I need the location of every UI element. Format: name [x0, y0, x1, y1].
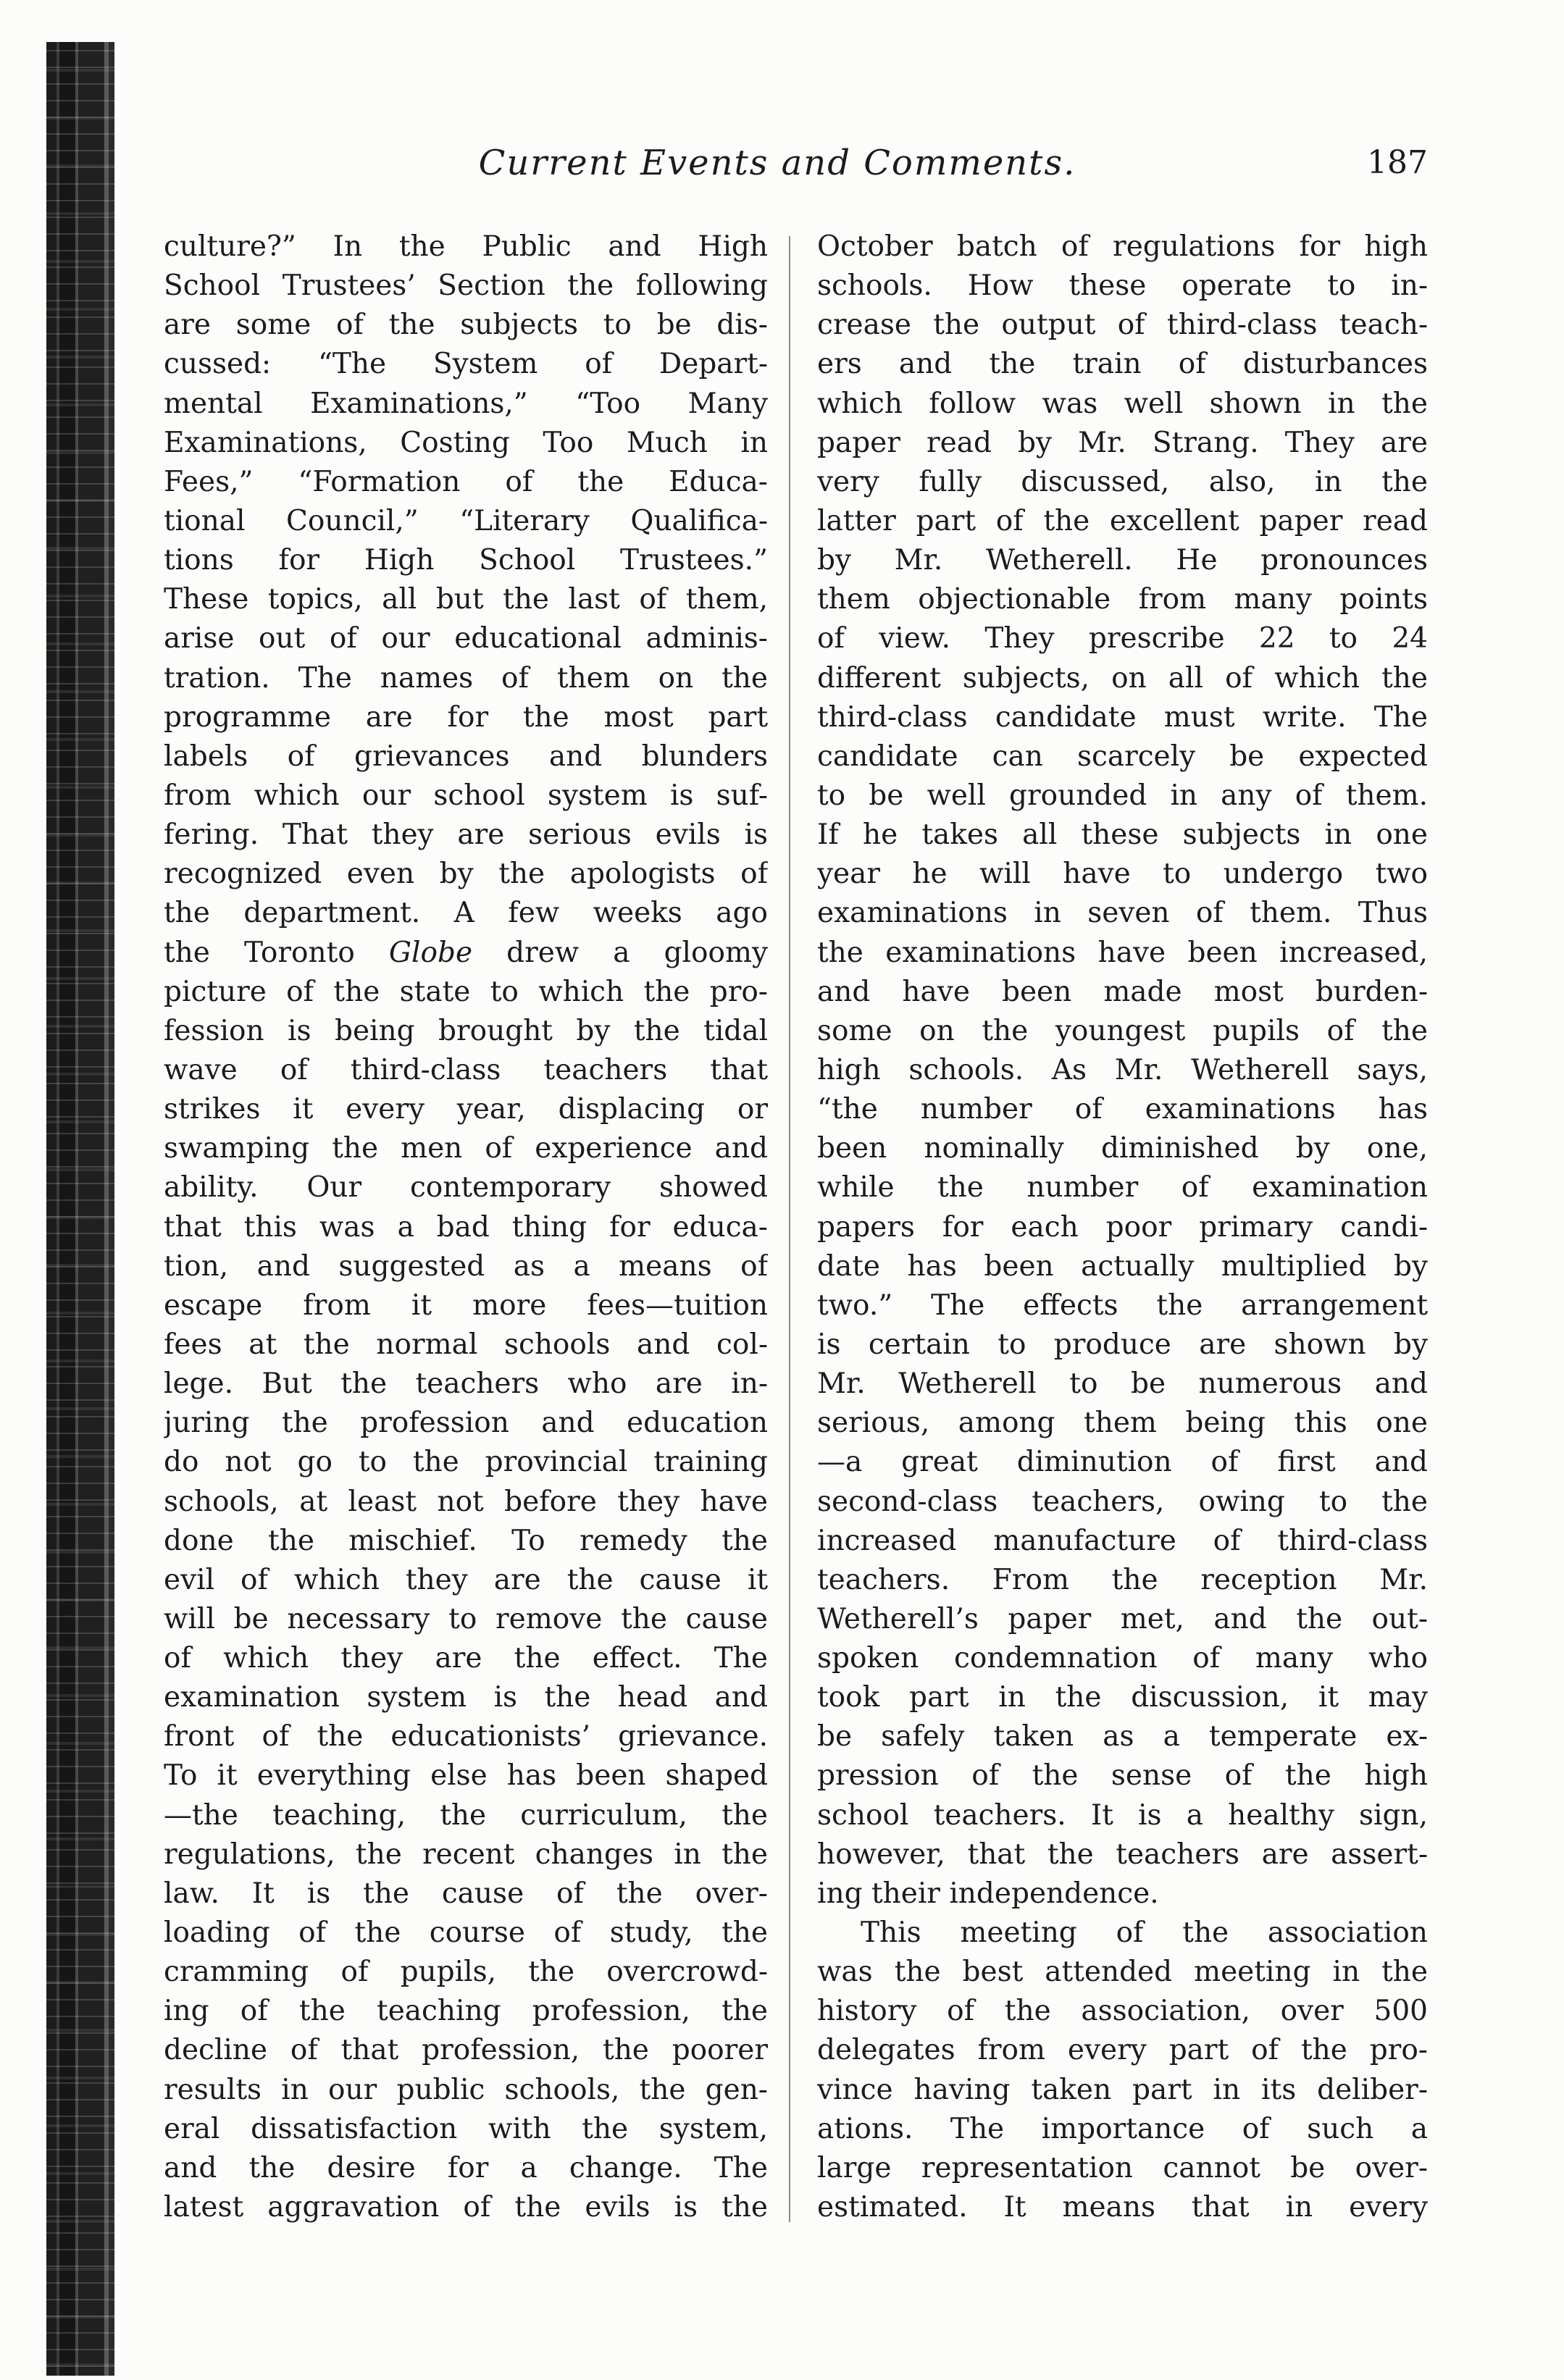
- text-line: Wetherell’s paper met, and the out-: [817, 1602, 1428, 1635]
- text-line: the department. A few weeks ago: [164, 897, 768, 930]
- text-line: took part in the discussion, it may: [817, 1681, 1428, 1714]
- text-line: To it everything else has been shaped: [164, 1759, 768, 1793]
- text-line: culture?” In the Public and High: [164, 230, 768, 263]
- text-line: will be necessary to remove the cause: [164, 1602, 768, 1635]
- text-line: very fully discussed, also, in the: [817, 465, 1428, 498]
- text-line: tration. The names of them on the: [164, 661, 768, 695]
- text-line: of view. They prescribe 22 to 24: [817, 622, 1428, 655]
- text-line: escape from it more fees—tuition: [164, 1289, 768, 1322]
- text-line: however, that the teachers are assert-: [817, 1838, 1428, 1871]
- text-line: latest aggravation of the evils is the: [164, 2191, 768, 2224]
- text-line: strikes it every year, displacing or: [164, 1093, 768, 1126]
- left-column: [164, 227, 768, 2227]
- text-line: labels of grievances and blunders: [164, 739, 768, 773]
- text-line: from which our school system is suf-: [164, 779, 768, 812]
- text-line: third-class candidate must write. The: [817, 700, 1428, 734]
- text-line: examinations in seven of them. Thus: [817, 897, 1428, 930]
- text-line: and the desire for a change. The: [164, 2151, 768, 2184]
- text-line: that this was a bad thing for educa-: [164, 1210, 768, 1244]
- text-line: which follow was well shown in the: [817, 387, 1428, 420]
- text-line: vince having taken part in its deliber-: [817, 2073, 1428, 2106]
- text-line: school teachers. It is a healthy sign,: [817, 1798, 1428, 1832]
- text-line: picture of the state to which the pro-: [164, 975, 768, 1008]
- text-line: of which they are the effect. The: [164, 1642, 768, 1675]
- text-line: serious, among them being this one: [817, 1407, 1428, 1440]
- text-line: candidate can scarcely be expected: [817, 739, 1428, 773]
- text-line: second-class teachers, owing to the: [817, 1485, 1428, 1518]
- text-line: cussed: “The System of Depart-: [164, 348, 768, 381]
- text-line: —the teaching, the curriculum, the: [164, 1798, 768, 1832]
- text-line: teachers. From the reception Mr.: [817, 1563, 1428, 1596]
- text-line: ers and the train of disturbances: [817, 348, 1428, 381]
- text-line: Mr. Wetherell to be numerous and: [817, 1367, 1428, 1401]
- text-line: ability. Our contemporary showed: [164, 1171, 768, 1204]
- text-line: Examinations, Costing Too Much in: [164, 426, 768, 459]
- text-line: year he will have to undergo two: [817, 858, 1428, 891]
- text-line: evil of which they are the cause it: [164, 1563, 768, 1596]
- text-line: fering. That they are serious evils is: [164, 818, 768, 852]
- text-line: be safely taken as a temperate ex-: [817, 1720, 1428, 1753]
- text-line: tional Council,” “Literary Qualifica-: [164, 504, 768, 537]
- text-line: “the number of examinations has: [817, 1093, 1428, 1126]
- binding-gutter-shadow: [46, 42, 114, 2376]
- page-number: 187: [1367, 144, 1428, 181]
- text-line: fees at the normal schools and col-: [164, 1328, 768, 1361]
- text-line: history of the association, over 500: [817, 1995, 1428, 2028]
- text-line: ing of the teaching profession, the: [164, 1995, 768, 2028]
- text-line: schools, at least not before they have: [164, 1485, 768, 1518]
- text-line: mental Examinations,” “Too Many: [164, 387, 768, 420]
- right-column: [817, 227, 1428, 2227]
- text-line: and have been made most burden-: [817, 975, 1428, 1008]
- text-line: are some of the subjects to be dis-: [164, 309, 768, 342]
- text-line: them objectionable from many points: [817, 583, 1428, 616]
- text-line: was the best attended meeting in the: [817, 1956, 1428, 1989]
- text-line: latter part of the excellent paper read: [817, 504, 1428, 537]
- text-line: [164, 934, 768, 973]
- text-line: front of the educationists’ grievance.: [164, 1720, 768, 1753]
- text-line: juring the profession and education: [164, 1407, 768, 1440]
- text-line: regulations, the recent changes in the: [164, 1838, 768, 1871]
- text-line: law. It is the cause of the over-: [164, 1877, 768, 1910]
- text-line: by Mr. Wetherell. He pronounces: [817, 544, 1428, 577]
- text-line: some on the youngest pupils of the: [817, 1014, 1428, 1047]
- text-line: papers for each poor primary candi-: [817, 1210, 1428, 1244]
- text-line: tion, and suggested as a means of: [164, 1249, 768, 1283]
- text-line: pression of the sense of the high: [817, 1759, 1428, 1793]
- newspaper-title: Globe: [388, 936, 473, 969]
- running-head: Current Events and Comments.: [478, 143, 1076, 183]
- text-line: do not go to the provincial training: [164, 1446, 768, 1479]
- paragraph-first-line: This meeting of the association: [861, 1916, 1428, 1950]
- text-line: wave of third-class teachers that: [164, 1053, 768, 1086]
- text-line: crease the output of third-class teach-: [817, 309, 1428, 342]
- text-line: lege. But the teachers who are in-: [164, 1367, 768, 1401]
- text-line: results in our public schools, the gen-: [164, 2073, 768, 2106]
- text-line: increased manufacture of third-class: [817, 1524, 1428, 1557]
- text-line: two.” The effects the arrangement: [817, 1289, 1428, 1322]
- text-line: decline of that profession, the poorer: [164, 2034, 768, 2067]
- text-line: Fees,” “Formation of the Educa-: [164, 465, 768, 498]
- column-rule: [789, 236, 790, 2222]
- paragraph-last-line: ing their independence.: [817, 1877, 1159, 1910]
- text-line: eral dissatisfaction with the system,: [164, 2112, 768, 2145]
- text-line: the examinations have been increased,: [817, 936, 1428, 969]
- text-segment: the Toronto: [164, 936, 389, 969]
- text-line: School Trustees’ Section the following: [164, 269, 768, 303]
- text-line: recognized even by the apologists of: [164, 858, 768, 891]
- text-line: is certain to produce are shown by: [817, 1328, 1428, 1361]
- text-line: swamping the men of experience and: [164, 1132, 768, 1165]
- text-line: done the mischief. To remedy the: [164, 1524, 768, 1557]
- text-line: delegates from every part of the pro-: [817, 2034, 1428, 2067]
- text-line: fession is being brought by the tidal: [164, 1014, 768, 1047]
- text-line: estimated. It means that in every: [817, 2191, 1428, 2224]
- text-line: to be well grounded in any of them.: [817, 779, 1428, 812]
- text-line: spoken condemnation of many who: [817, 1642, 1428, 1675]
- text-line: cramming of pupils, the overcrowd-: [164, 1956, 768, 1989]
- text-line: ations. The importance of such a: [817, 2112, 1428, 2145]
- text-line: schools. How these operate to in-: [817, 269, 1428, 303]
- text-line: while the number of examination: [817, 1171, 1428, 1204]
- text-line: paper read by Mr. Strang. They are: [817, 426, 1428, 459]
- text-line: examination system is the head and: [164, 1681, 768, 1714]
- text-line: October batch of regulations for high: [817, 230, 1428, 263]
- text-line: If he takes all these subjects in one: [817, 818, 1428, 852]
- text-line: programme are for the most part: [164, 700, 768, 734]
- text-line: arise out of our educational adminis-: [164, 622, 768, 655]
- text-segment: drew a gloomy: [472, 936, 768, 969]
- text-line: —a great diminution of first and: [817, 1446, 1428, 1479]
- text-line: date has been actually multiplied by: [817, 1249, 1428, 1283]
- text-line: These topics, all but the last of them,: [164, 583, 768, 616]
- text-line: been nominally diminished by one,: [817, 1132, 1428, 1165]
- text-line: different subjects, on all of which the: [817, 661, 1428, 695]
- text-line: large representation cannot be over-: [817, 2151, 1428, 2184]
- text-line: tions for High School Trustees.”: [164, 544, 768, 577]
- text-line: loading of the course of study, the: [164, 1916, 768, 1950]
- text-line: high schools. As Mr. Wetherell says,: [817, 1053, 1428, 1086]
